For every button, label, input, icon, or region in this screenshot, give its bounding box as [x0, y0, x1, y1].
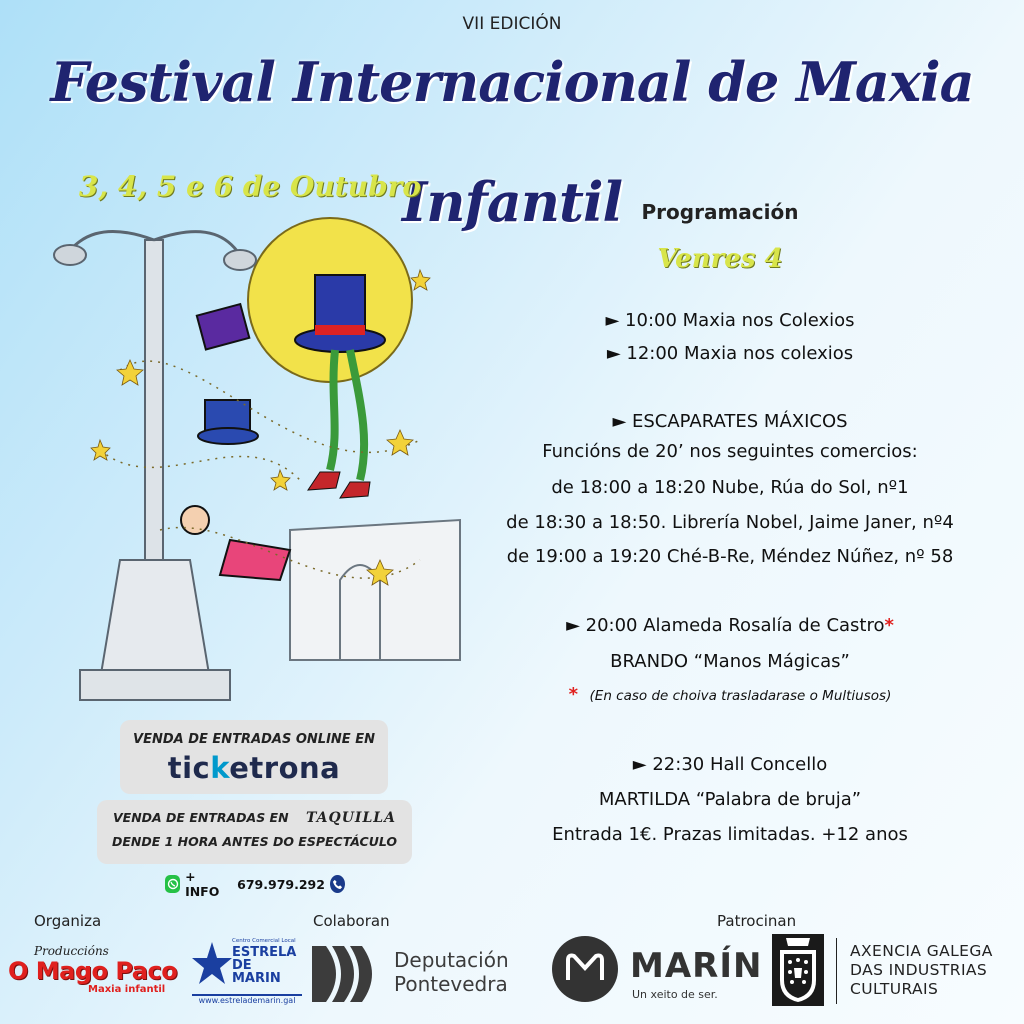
programme-heading: Programación: [641, 200, 799, 224]
rain-note: (En caso de choiva trasladarase o Multiusos): [589, 688, 892, 704]
programme-line: BRANDO “Manos Mágicas”: [610, 651, 850, 672]
online-tickets-label: VENDA DE ENTRADAS ONLINE EN: [133, 732, 375, 747]
asterisk-mark: *: [884, 615, 894, 636]
star-icon: [192, 940, 232, 990]
info-phone[interactable]: 679.979.292: [237, 876, 325, 892]
agadic-logo-text: AXENCIA GALEGA DAS INDUSTRIAS CULTURAIS: [850, 942, 993, 998]
online-tickets-box[interactable]: [120, 720, 388, 794]
programme-line: MARTILDA “Palabra de bruja”: [598, 789, 862, 810]
programme-line: ► 10:00 Maxia nos Colexios: [605, 310, 855, 331]
festival-dates: 3, 4, 5 e 6 de Outubro: [78, 170, 422, 203]
programme-day: Venres 4: [657, 244, 783, 274]
box-office-line2: DENDE 1 HORA ANTES DO ESPECTÁCULO: [111, 834, 398, 849]
box-office-line1: VENDA DE ENTRADAS EN TAQUILLA: [112, 810, 397, 826]
magic-illustration: [40, 200, 470, 710]
programme-line: ► 12:00 Maxia nos colexios: [606, 343, 854, 364]
organiza-label: Organiza: [34, 912, 102, 930]
dp-mark-icon: [312, 944, 382, 1004]
programme-line: ► ESCAPARATES MÁXICOS: [612, 411, 848, 432]
estrela-url: www.estrelademarin.gal: [192, 994, 302, 1005]
info-label: + INFO: [185, 869, 220, 899]
phone-icon: [330, 875, 345, 893]
deputacion-pontevedra-logo: Deputación Pontevedra: [312, 940, 532, 1010]
estrela-de-marin-logo: Centro Comercial Local ESTRELA DE MARIN www.estrelademarin.gal: [190, 938, 305, 1010]
box-office-box: [97, 800, 412, 864]
patrocinan-label: Patrocinan: [717, 912, 797, 930]
whatsapp-icon: [165, 875, 180, 893]
programme-line: Funcións de 20’ nos seguintes comercios:: [542, 441, 918, 462]
programme-line: Entrada 1€. Prazas limitadas. +12 anos: [552, 824, 908, 845]
marin-logo: MARÍN Un xeito de ser.: [552, 936, 762, 1006]
ticketrona-logo[interactable]: ticketrona: [167, 751, 341, 785]
festival-title: Festival Internacional de Maxia Infantil: [50, 50, 974, 234]
asterisk-mark: *: [568, 684, 579, 705]
mago-paco-logo: Produccións O Mago Paco Maxia infantil: [8, 944, 178, 995]
programme-line: [470, 615, 990, 636]
top-hat-small: [197, 304, 250, 349]
edition-label: VII EDICIÓN: [462, 14, 562, 34]
programme-line: de 18:00 a 18:20 Nube, Rúa do Sol, nº1: [551, 477, 909, 498]
agadic-divider: [836, 938, 837, 1004]
programme-line-text: ► 20:00 Alameda Rosalía de Castro: [566, 615, 885, 636]
programme-line: [470, 684, 990, 705]
programme-line: de 18:30 a 18:50. Librería Nobel, Jaime Janer, nº4: [506, 512, 954, 533]
marin-mark-icon: [552, 936, 618, 1002]
programme-line: de 19:00 a 19:20 Ché-B-Re, Méndez Núñez, nº 58: [506, 546, 954, 567]
colaboran-label: Colaboran: [313, 912, 390, 930]
programme-line: ► 22:30 Hall Concello: [632, 754, 828, 775]
xunta-shield-icon: [772, 934, 824, 1006]
taquilla-word: TAQUILLA: [305, 810, 397, 826]
info-contact[interactable]: [165, 869, 345, 899]
